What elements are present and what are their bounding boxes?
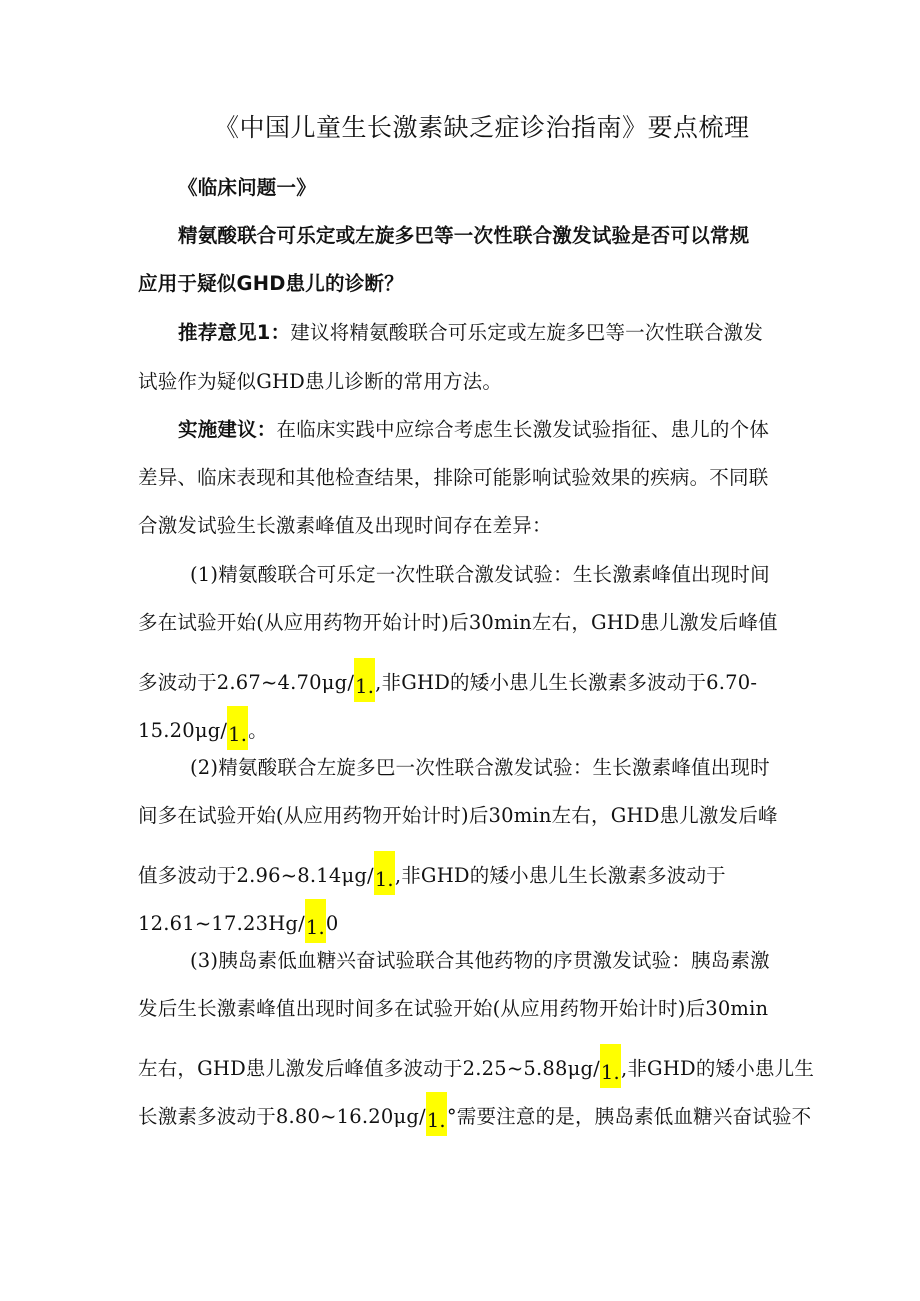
item-1-line-1: (1)精氨酸联合可乐定一次性联合激发试验：生长激素峰值出现时间 — [190, 563, 770, 586]
item-2-line-1: (2)精氨酸联合左旋多巴一次性联合激发试验：生长激素峰值出现时 — [190, 756, 770, 779]
document-title: 《中国儿童生长激素缺乏症诊治指南》要点梳理 — [214, 113, 750, 142]
item-3-line-3 — [138, 1044, 814, 1082]
item-3-tail: °需要注意的是，胰岛素低血糖兴奋试验不 — [446, 1105, 812, 1128]
item-1-range-gh: 多波动于2.67~4.70μg∕ — [138, 671, 355, 694]
highlighted-unit: 1. — [600, 1044, 621, 1088]
item-3-line-2: 发后生长激素峰值出现时间多在试验开始(从应用药物开始计时)后30min — [138, 997, 769, 1020]
section-heading: 《临床问题一》 — [178, 176, 316, 199]
item-3-range-end: 长激素多波动于8.80~16.20μg∕ — [138, 1105, 426, 1128]
highlighted-unit: 1. — [426, 1092, 447, 1136]
recommendation-line-2: 试验作为疑似GHD患儿诊断的常用方法。 — [138, 370, 503, 393]
item-2-range-end: 12.61~17.23Hg∕ — [138, 912, 305, 935]
item-2-range-non-gh: ,非GHD的矮小患儿生长激素多波动于 — [394, 864, 726, 887]
highlighted-unit: 1. — [227, 706, 248, 750]
item-1-line-2: 多在试验开始(从应用药物开始计时)后30min左右，GHD患儿激发后峰值 — [138, 611, 778, 634]
implementation-line-3: 合激发试验生长激素峰值及出现时间存在差异： — [138, 514, 552, 537]
item-3-range-gh: 左右，GHD患儿激发后峰值多波动于2.25~5.88μg∕ — [138, 1057, 600, 1080]
question-line-1: 精氨酸联合可乐定或左旋多巴等一次性联合激发试验是否可以常规 — [178, 224, 750, 247]
recommendation-text-1: 建议将精氨酸联合可乐定或左旋多巴等一次性联合激发 — [290, 321, 764, 344]
item-2-line-2: 间多在试验开始(从应用药物开始计时)后30min左右，GHD患儿激发后峰 — [138, 804, 778, 827]
item-1-tail: 。 — [248, 719, 268, 742]
item-1-line-3 — [138, 658, 757, 696]
item-2-tail: 0 — [325, 912, 339, 935]
highlighted-unit: 1. — [305, 899, 326, 943]
item-3-line-1: (3)胰岛素低血糖兴奋试验联合其他药物的序贯激发试验：胰岛素激 — [190, 949, 770, 972]
question-line-2: 应用于疑似GHD患儿的诊断？ — [138, 272, 404, 295]
item-2-line-4 — [138, 899, 338, 937]
item-3-line-4 — [138, 1092, 811, 1130]
item-2-range-gh: 值多波动于2.96~8.14μg∕ — [138, 864, 374, 887]
item-1-range-end: 15.20μg∕ — [138, 719, 228, 742]
item-1-line-4 — [138, 706, 268, 744]
item-2-line-3 — [138, 851, 726, 889]
implementation-line-1 — [178, 417, 769, 443]
highlighted-unit: 1. — [374, 851, 395, 895]
recommendation-label: 推荐意见1： — [178, 321, 291, 344]
highlighted-unit: 1. — [354, 658, 375, 702]
implementation-line-2: 差异、临床表现和其他检查结果，排除可能影响试验效果的疾病。不同联 — [138, 466, 769, 489]
recommendation-line-1 — [178, 320, 763, 346]
item-1-range-non-gh: ,非GHD的矮小患儿生长激素多波动于6.70- — [375, 671, 758, 694]
item-3-range-non-gh: ,非GHD的矮小患儿生 — [620, 1057, 815, 1080]
implementation-text-1: 在临床实践中应综合考虑生长激发试验指征、患儿的个体 — [276, 418, 770, 441]
implementation-label: 实施建议： — [178, 418, 277, 441]
